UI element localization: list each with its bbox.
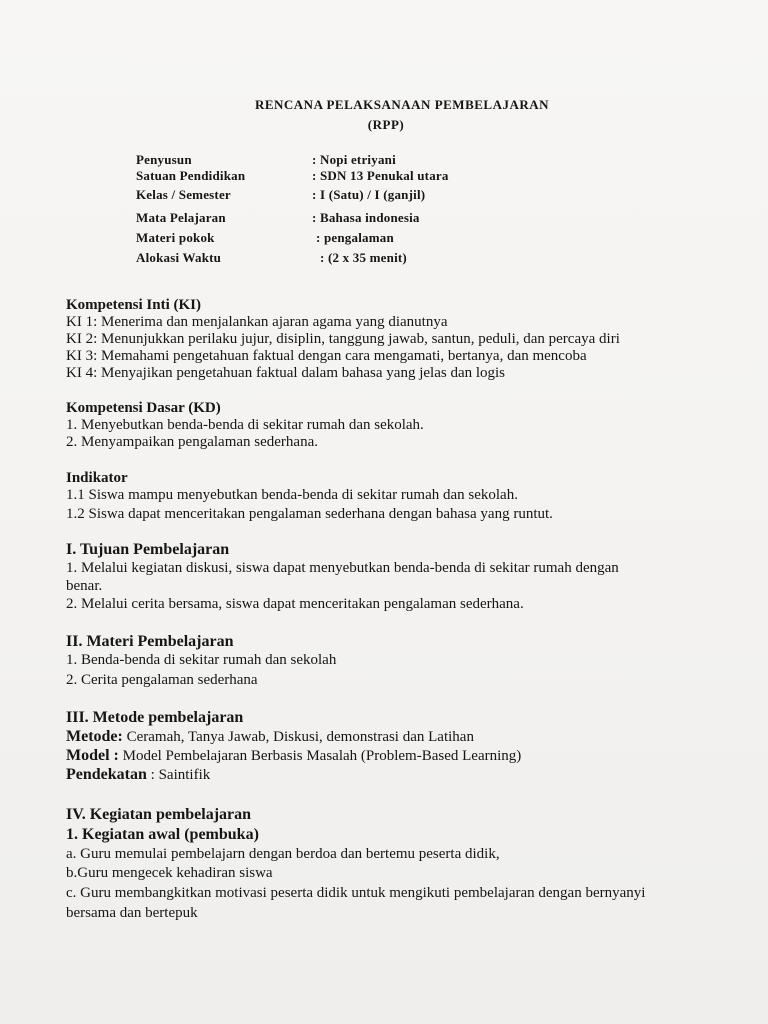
identity-label-mapel: Mata Pelajaran <box>136 210 226 225</box>
kd-heading: Kompetensi Dasar (KD) <box>66 400 221 416</box>
model-label: Model : <box>66 747 119 764</box>
materi-item: 1. Benda-benda di sekitar rumah dan sekolah <box>66 652 337 668</box>
indikator-heading: Indikator <box>66 470 128 486</box>
model-text: Model Pembelajaran Berbasis Masalah (Problem-Based Learning) <box>118 748 522 764</box>
identity-value-penyusun: : Nopi etriyani <box>312 152 396 167</box>
pendekatan-label: Pendekatan <box>66 766 147 783</box>
tujuan-item: 1. Melalui kegiatan diskusi, siswa dapat menyebutkan benda-benda di sekitar rumah dengan <box>66 560 619 576</box>
identity-value-mapel: : Bahasa indonesia <box>312 210 420 225</box>
kegiatan-item: bersama dan bertepuk <box>66 905 198 921</box>
identity-value-kelas: : I (Satu) / I (ganjil) <box>312 187 426 202</box>
document-subtitle: (RPP) <box>367 117 405 132</box>
identity-label-penyusun: Penyusun <box>136 152 192 167</box>
metode-row <box>66 728 474 746</box>
tujuan-heading: I. Tujuan Pembelajaran <box>66 541 230 558</box>
identity-label-materi: Materi pokok <box>136 230 215 245</box>
kegiatan-item: a. Guru memulai pembelajarn dengan berdoa dan bertemu peserta didik, <box>66 846 500 862</box>
metode-label: Metode: <box>66 728 123 745</box>
ki-item: KI 1: Menerima dan menjalankan ajaran agama yang dianutnya <box>66 314 448 330</box>
kegiatan-item: b.Guru mengecek kehadiran siswa <box>66 865 273 881</box>
pendekatan-row <box>66 766 210 784</box>
kegiatan-subheading: 1. Kegiatan awal (pembuka) <box>66 826 259 843</box>
model-row <box>66 747 521 765</box>
ki-item: KI 3: Memahami pengetahuan faktual dengan cara mengamati, bertanya, dan mencoba <box>66 348 587 364</box>
document-title: RENCANA PELAKSANAAN PEMBELAJARAN <box>254 97 550 112</box>
identity-value-alokasi: : (2 x 35 menit) <box>320 250 407 265</box>
indikator-item: 1.2 Siswa dapat menceritakan pengalaman sederhana dengan bahasa yang runtut. <box>66 506 553 522</box>
tujuan-item: 2. Melalui cerita bersama, siswa dapat menceritakan pengalaman sederhana. <box>66 596 524 612</box>
ki-item: KI 2: Menunjukkan perilaku jujur, disiplin, tanggung jawab, santun, peduli, dan percaya diri <box>66 331 620 347</box>
indikator-item: 1.1 Siswa mampu menyebutkan benda-benda di sekitar rumah dan sekolah. <box>66 487 518 503</box>
materi-heading: II. Materi Pembelajaran <box>66 633 234 650</box>
identity-label-kelas: Kelas / Semester <box>136 187 231 202</box>
metode-text: Ceramah, Tanya Jawab, Diskusi, demonstrasi dan Latihan <box>122 729 474 745</box>
identity-value-satuan: : SDN 13 Penukal utara <box>312 168 449 183</box>
ki-heading: Kompetensi Inti (KI) <box>66 297 201 313</box>
kegiatan-item: c. Guru membangkitkan motivasi peserta didik untuk mengikuti pembelajaran dengan bernyanyi <box>66 885 646 901</box>
pendekatan-text: : Saintifik <box>146 767 211 783</box>
identity-value-materi: : pengalaman <box>316 230 394 245</box>
kd-item: 2. Menyampaikan pengalaman sederhana. <box>66 434 318 450</box>
metode-heading: III. Metode pembelajaran <box>66 709 244 726</box>
kd-item: 1. Menyebutkan benda-benda di sekitar rumah dan sekolah. <box>66 417 424 433</box>
materi-item: 2. Cerita pengalaman sederhana <box>66 672 258 688</box>
kegiatan-heading: IV. Kegiatan pembelajaran <box>66 806 252 823</box>
identity-label-satuan: Satuan Pendidikan <box>136 168 246 183</box>
identity-label-alokasi: Alokasi Waktu <box>136 250 222 265</box>
ki-item: KI 4: Menyajikan pengetahuan faktual dalam bahasa yang jelas dan logis <box>66 365 506 381</box>
tujuan-item: benar. <box>66 578 103 594</box>
